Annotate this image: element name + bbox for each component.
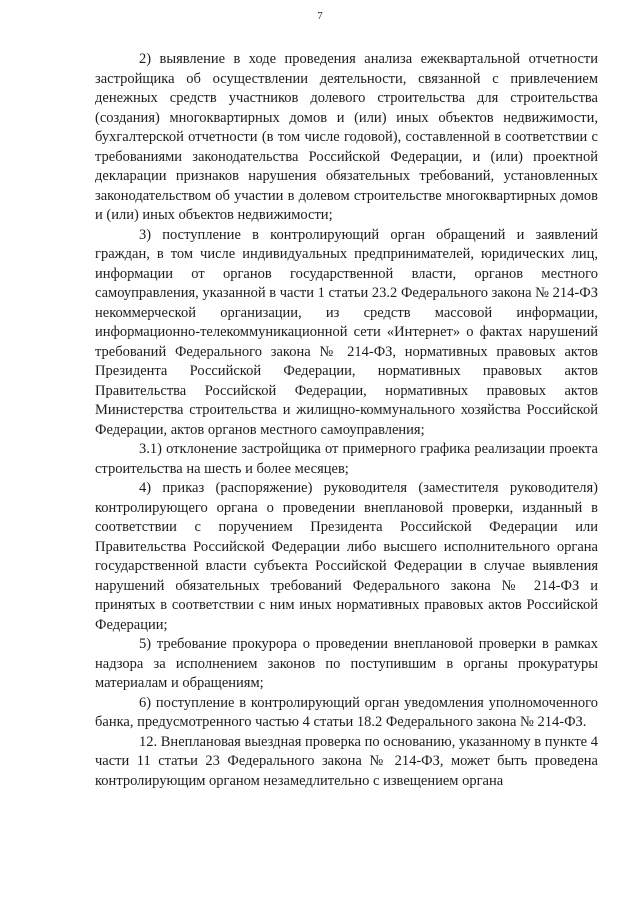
paragraph-item-6: 6) поступление в контролирующий орган уведомления уполномоченного банка, предусмотренного частью 4 статьи 18.2 Федерального закона № 214-ФЗ. <box>95 694 598 730</box>
paragraph-item-3: 3) поступление в контролирующий орган обращений и заявлений граждан, в том числе индивидуальных предпринимателей, юридических лиц, информации от органов государственной власти, органов местного самоуправления, указанной в части 1 статьи 23.2 Федерального закона № 214-ФЗ некоммерческой организации, из средств массовой информации, информационно-телекоммуникационной сети «Интернет» о фактах нарушений требований Федерального закона № 214-ФЗ, нормативных правовых актов Президента Российской Федерации, нормативных правовых актов Правительства Российской Федерации, нормативных правовых актов Министерства строительства и жилищно-коммунального хозяйства Российской Федерации, актов органов местного самоуправления; <box>95 226 598 438</box>
paragraph-item-3-1: 3.1) отклонение застройщика от примерного графика реализации проекта строительства на шесть и более месяцев; <box>95 441 598 477</box>
document-body <box>95 50 598 791</box>
paragraph-item-5: 5) требование прокурора о проведении внеплановой проверки в рамках надзора за исполнением законов по поступившим в органы прокуратуры материалам и обращениям; <box>95 636 598 691</box>
paragraph-item-4: 4) приказ (распоряжение) руководителя (заместителя руководителя) контролирующего органа о проведении внеплановой проверки, изданный в соответствии с поручением Президента Российской Федерации или Правительства Российской Федерации либо высшего исполнительного органа государственной власти субъекта Российской Федерации в случае выявления нарушений обязательных требований Федерального закона № 214-ФЗ и принятых в соответствии с ним иных нормативных правовых актов Российской Федерации; <box>95 480 598 633</box>
page-number: 7 <box>317 10 323 22</box>
paragraph-item-2: 2) выявление в ходе проведения анализа ежеквартальной отчетности застройщика об осуществлении деятельности, связанной с привлечением денежных средств участников долевого строительства для строительства (создания) многоквартирных домов и (или) иных объектов недвижимости, бухгалтерской отчетности (в том числе годовой), составленной в соответствии с требованиями законодательства Российской Федерации, и (или) проектной декларации признаков нарушения обязательных требований, установленных законодательством об участии в долевом строительстве многоквартирных домов и (или) иных объектов недвижимости; <box>95 51 598 223</box>
paragraph-clause-12: 12. Внеплановая выездная проверка по основанию, указанному в пункте 4 части 11 статьи 23 Федерального закона № 214-ФЗ, может быть проведена контролирующим органом незамедлительно с извещением органа <box>95 733 598 789</box>
